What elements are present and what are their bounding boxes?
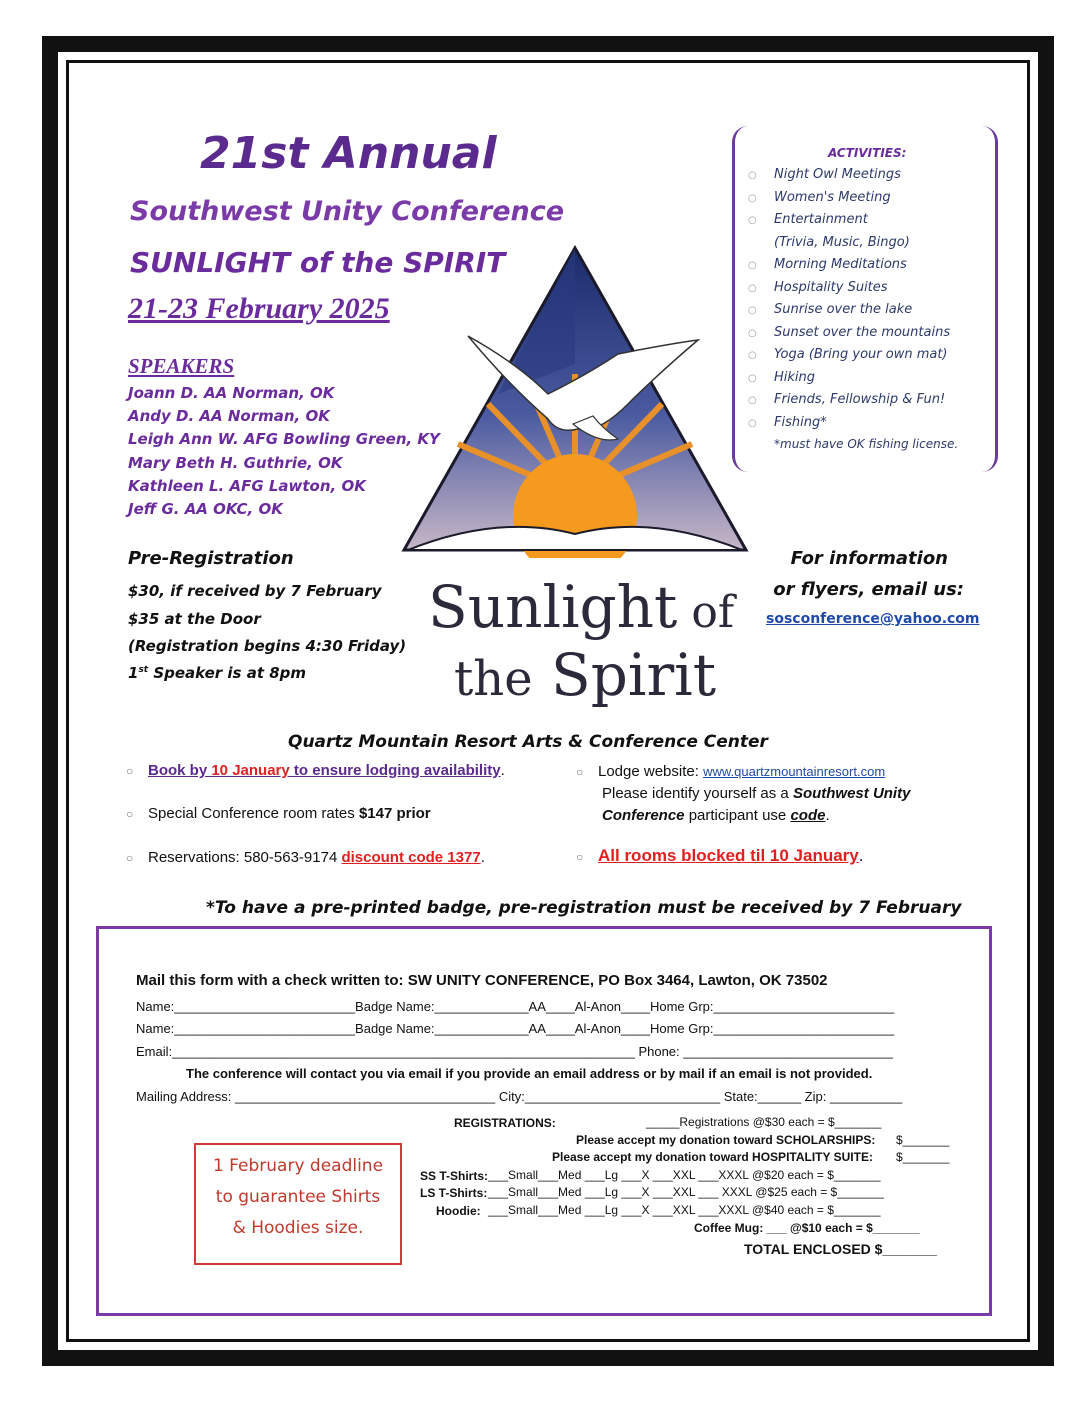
event-dates: 21-23 February 2025 bbox=[128, 292, 390, 325]
contact-note: The conference will contact you via email if you provide an email address or by mail if an email is not provided. bbox=[186, 1066, 873, 1081]
reservations-item: ○ Reservations: 580-563-9174 discount code 1377. bbox=[126, 849, 485, 866]
bullet-icon: ○ bbox=[748, 260, 757, 271]
contact-email-link[interactable]: sosconference@yahoo.com bbox=[766, 611, 980, 627]
coffee-mug-row[interactable]: Coffee Mug: ___ @$10 each = $_______ bbox=[694, 1221, 920, 1235]
registrations-label: REGISTRATIONS: bbox=[454, 1116, 556, 1130]
booking-item: ○ Book by 10 January to ensure lodging availability. bbox=[126, 762, 505, 779]
bullet-icon: ○ bbox=[126, 851, 134, 865]
badge-note: *To have a pre-printed badge, pre-registration must be received by 7 February bbox=[206, 898, 962, 918]
speaker-item: Andy D. AA Norman, OK bbox=[128, 407, 330, 425]
venue-name: Quartz Mountain Resort Arts & Conference Center bbox=[288, 732, 768, 752]
speaker-item: Kathleen L. AFG Lawton, OK bbox=[128, 477, 366, 495]
speaker-item: Joann D. AA Norman, OK bbox=[128, 384, 335, 402]
name-row[interactable]: Name:_________________________Badge Name:_____________AA____Al-Anon____Home Grp:_________________________ bbox=[136, 1021, 895, 1036]
lodge-website-link[interactable]: www.quartzmountainresort.com bbox=[703, 764, 886, 779]
activity-item: ○ Morning Meditations bbox=[748, 257, 907, 272]
ss-tshirts-row[interactable]: ___Small___Med ___Lg ___X ___XXL ___XXXL @$20 each = $_______ bbox=[488, 1168, 881, 1182]
activity-item: ○ Entertainment bbox=[748, 212, 868, 227]
scholarship-amount[interactable]: $_______ bbox=[896, 1133, 950, 1147]
hospitality-amount[interactable]: $_______ bbox=[896, 1150, 950, 1164]
info-line: or flyers, email us: bbox=[773, 579, 964, 600]
ss-tshirts-label: SS T-Shirts: bbox=[420, 1169, 489, 1183]
prereg-line: 1st Speaker is at 8pm bbox=[128, 664, 307, 682]
bullet-icon: ○ bbox=[748, 170, 757, 181]
bullet-icon: ○ bbox=[748, 215, 757, 226]
activity-item: ○ Women's Meeting bbox=[748, 190, 891, 205]
bullet-icon: ○ bbox=[748, 193, 757, 204]
activity-item: ○ Sunset over the mountains bbox=[748, 325, 951, 340]
email-row[interactable]: Email:________________________________________________________________ Phone: _____________________________ bbox=[136, 1044, 893, 1059]
speaker-item: Mary Beth H. Guthrie, OK bbox=[128, 454, 343, 472]
name-row[interactable]: Name:_________________________Badge Name:_____________AA____Al-Anon____Home Grp:_________________________ bbox=[136, 999, 895, 1014]
hospitality-donation: Please accept my donation toward HOSPITALITY SUITE: bbox=[552, 1150, 873, 1164]
prereg-line: $35 at the Door bbox=[128, 610, 261, 628]
scholarship-donation: Please accept my donation toward SCHOLARSHIPS: bbox=[576, 1133, 876, 1147]
bullet-icon: ○ bbox=[126, 807, 134, 821]
lodge-website-item: ○ Lodge website: www.quartzmountainresort.com Please identify yourself as a Southwest Unity Conference participant use code. bbox=[576, 763, 911, 824]
ls-tshirts-row[interactable]: ___Small___Med ___Lg ___X ___XXL ___ XXXL @$25 each = $_______ bbox=[488, 1185, 884, 1199]
bullet-icon: ○ bbox=[748, 373, 757, 384]
bullet-icon: ○ bbox=[748, 350, 757, 361]
hoodie-row[interactable]: ___Small___Med ___Lg ___X ___XXL ___XXXL @$40 each = $_______ bbox=[488, 1203, 881, 1217]
prereg-line: $30, if received by 7 February bbox=[128, 582, 382, 600]
event-title: 21st Annual bbox=[200, 128, 497, 179]
sunlight-logo-graphic bbox=[398, 244, 752, 558]
speaker-item: Leigh Ann W. AFG Bowling Green, KY bbox=[128, 430, 440, 448]
hoodie-label: Hoodie: bbox=[436, 1204, 481, 1218]
activity-item: ○ Sunrise over the lake bbox=[748, 302, 913, 317]
bullet-icon: ○ bbox=[748, 305, 757, 316]
speaker-item: Jeff G. AA OKC, OK bbox=[128, 500, 283, 518]
bullet-icon: ○ bbox=[748, 283, 757, 294]
activity-item: ○ Friends, Fellowship & Fun! bbox=[748, 392, 946, 407]
activity-item: *must have OK fishing license. bbox=[774, 437, 959, 451]
shirt-deadline-box: 1 February deadline to guarantee Shirts & Hoodies size. bbox=[194, 1143, 402, 1265]
bullet-icon: ○ bbox=[748, 395, 757, 406]
rates-item: ○ Special Conference room rates $147 prior bbox=[126, 805, 431, 822]
activity-item: (Trivia, Music, Bingo) bbox=[774, 235, 910, 250]
mail-instructions: Mail this form with a check written to: SW UNITY CONFERENCE, PO Box 3464, Lawton, OK 73502 bbox=[136, 972, 828, 989]
conference-theme: SUNLIGHT of the SPIRIT bbox=[130, 246, 506, 279]
address-row[interactable]: Mailing Address: ____________________________________ City:___________________________ State:______ Zip: __________ bbox=[136, 1089, 903, 1104]
activity-item: ○ Night Owl Meetings bbox=[748, 167, 901, 182]
total-enclosed[interactable]: TOTAL ENCLOSED $_______ bbox=[744, 1241, 937, 1257]
activity-item: ○ Hospitality Suites bbox=[748, 280, 888, 295]
activity-item: ○ Hiking bbox=[748, 370, 816, 385]
bullet-icon: ○ bbox=[576, 765, 584, 779]
ls-tshirts-label: LS T-Shirts: bbox=[420, 1186, 488, 1200]
activity-item: ○ Yoga (Bring your own mat) bbox=[748, 347, 948, 362]
bullet-icon: ○ bbox=[748, 328, 757, 339]
logo-wordmark: Sunlight of the Spirit bbox=[428, 573, 735, 709]
pre-registration-heading: Pre-Registration bbox=[128, 548, 294, 569]
bullet-icon: ○ bbox=[748, 418, 757, 429]
bullet-icon: ○ bbox=[126, 764, 134, 778]
activity-item: ○ Fishing* bbox=[748, 415, 827, 430]
speakers-heading: SPEAKERS bbox=[128, 354, 235, 378]
registrations-row[interactable]: _____Registrations @$30 each = $_______ bbox=[646, 1115, 882, 1129]
prereg-line: (Registration begins 4:30 Friday) bbox=[128, 637, 407, 655]
rooms-blocked-item: ○ All rooms blocked til 10 January. bbox=[576, 846, 864, 865]
conference-name: Southwest Unity Conference bbox=[130, 196, 565, 227]
activities-heading: ACTIVITIES: bbox=[828, 146, 907, 160]
bullet-icon: ○ bbox=[576, 850, 584, 864]
info-line: For information bbox=[790, 548, 948, 569]
